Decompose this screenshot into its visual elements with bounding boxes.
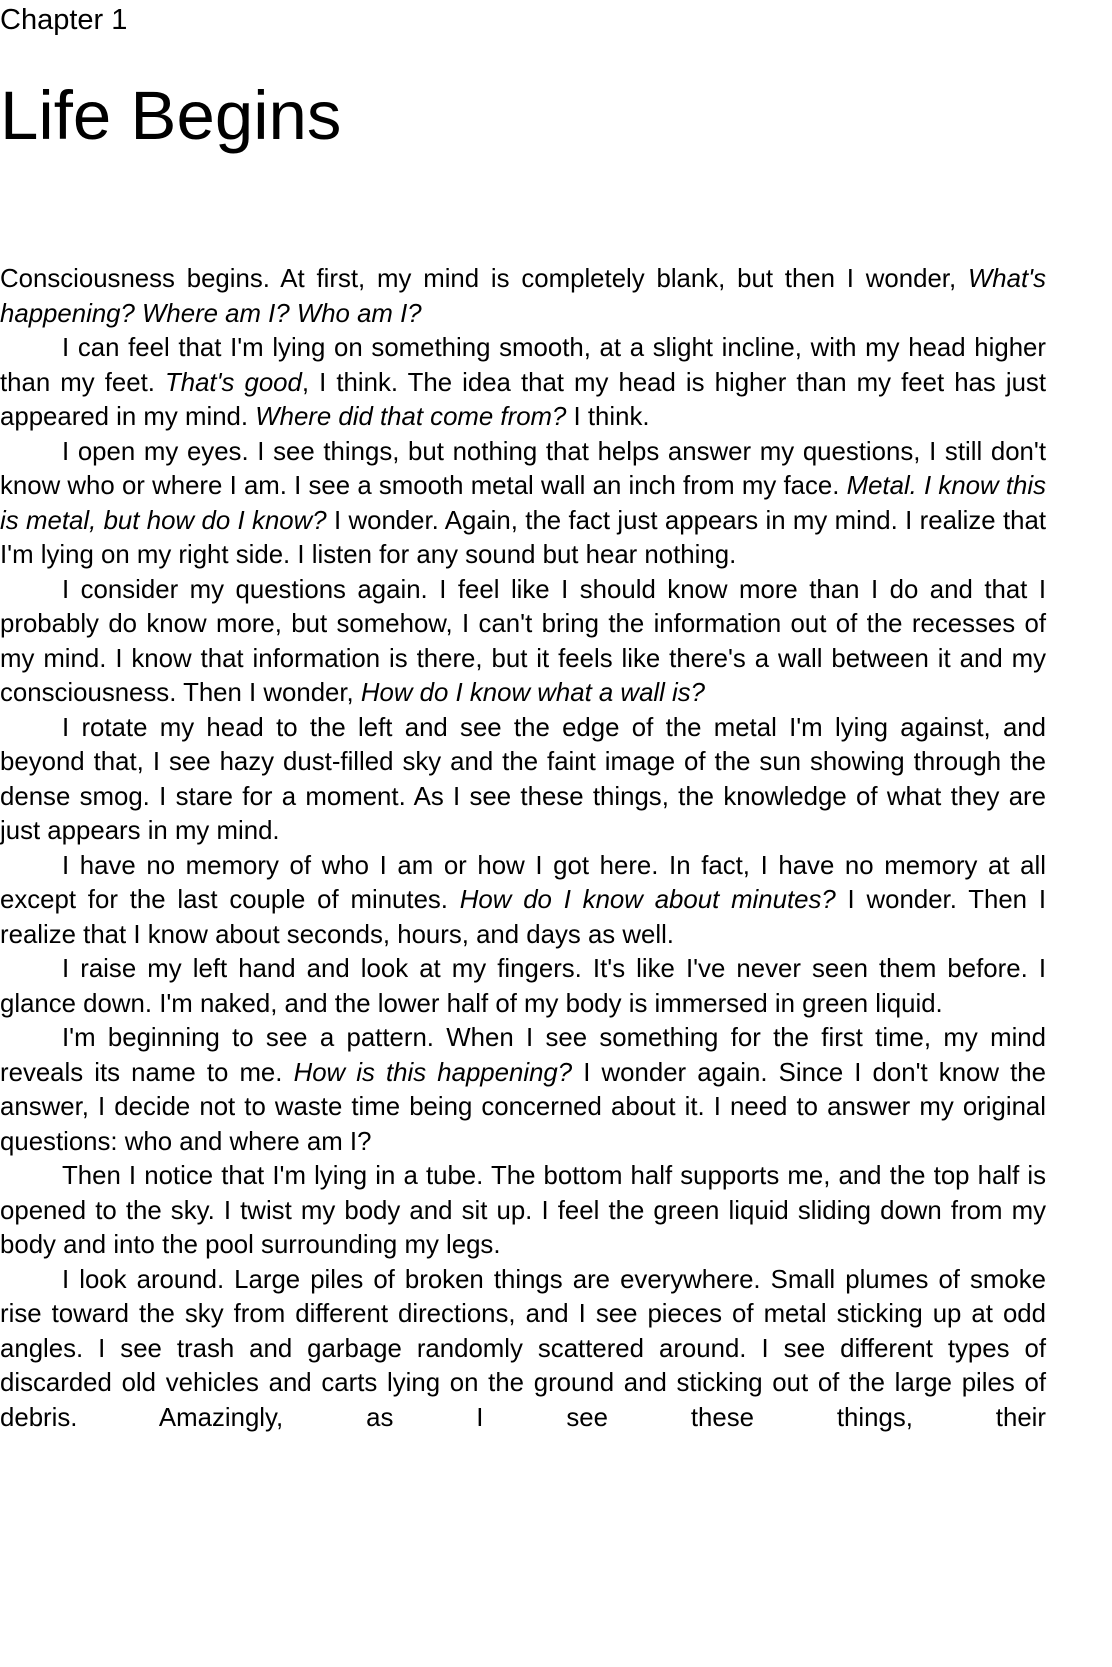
paragraph-6 [0,849,1046,953]
paragraph-7 [0,952,1046,1021]
chapter-label: Chapter 1 [0,4,128,36]
text-segment: I look around. Large piles of broken things are everywhere. Small plumes of smoke rise toward the sky from different directions, and I see pieces of metal sticking up at odd angles. I see trash and garbage randomly scattered around. I see different types of discarded old vehicles and carts lying on the ground and sticking out of the large piles of debris. Amazingly, as I see these things, their [0,1265,1046,1432]
text-segment: , I think. The idea that my head is higher than my feet has just appeared in my mind. [0,368,1047,431]
paragraph-5 [0,711,1046,849]
text-segment: I have no memory of who I am or how I got here. In fact, I have no memory at all except for the last couple of minutes. [0,851,1046,914]
text-segment: I raise my left hand and look at my fingers. It's like I've never seen them before. I glance down. I'm naked, and the lower half of my body is immersed in green liquid. [0,955,1046,1018]
italic-text-segment: How do I know what a wall is? [360,679,706,707]
text-segment: I consider my questions again. I feel like I should know more than I do and that I probably do know more, but somehow, I can't bring the information out of the recesses of my mind. I know that information is there, but it feels like there's a wall between it and my consciousness. Then I wonder, [0,575,1046,707]
text-segment: I think. [566,403,650,431]
text-segment: I wonder again. Since I don't know the answer, I decide not to waste time being concerned about it. I need to answer my original questions: who and where am I? [0,1058,1046,1156]
italic-text-segment: Where did that come from? [255,403,567,431]
italic-text-segment: Metal. I know this is metal, but how do I know? [0,472,1046,535]
text-segment: I wonder. Then I realize that I know about seconds, hours, and days as well. [0,886,1046,949]
paragraph-3 [0,435,1046,573]
text-segment: I open my eyes. I see things, but nothing that helps answer my questions, I still don't know who or where I am. I see a smooth metal wall an inch from my face. [0,437,1046,500]
paragraph-9 [0,1159,1046,1263]
paragraph-8 [0,1021,1046,1159]
paragraph-1 [0,262,1046,331]
italic-text-segment: What's happening? Where am I? Who am I? [0,265,1046,328]
chapter-body [0,262,1046,1435]
italic-text-segment: How is this happening? [293,1058,573,1087]
text-segment: Consciousness begins. At first, my mind is completely blank, but then I wonder, [0,265,968,293]
text-segment: I rotate my head to the left and see the edge of the metal I'm lying against, and beyond that, I see hazy dust-filled sky and the faint image of the sun showing through the dense smog. I stare for a moment. As I see these things, the knowledge of what they are just appears in my mind. [0,713,1046,845]
italic-text-segment: That's good [164,368,302,397]
paragraph-2 [0,331,1046,435]
chapter-title: Life Begins [0,77,342,154]
paragraph-4 [0,573,1046,711]
text-segment: Then I notice that I'm lying in a tube. The bottom half supports me, and the top half is opened to the sky. I twist my body and sit up. I feel the green liquid sliding down from my body and into the pool surrounding my legs. [0,1162,1046,1259]
italic-text-segment: How do I know about minutes? [459,886,836,914]
text-segment: I wonder. Again, the fact just appears in my mind. I realize that I'm lying on my right side. I listen for any sound but hear nothing. [0,506,1047,569]
text-segment: I can feel that I'm lying on something smooth, at a slight incline, with my head higher than my feet. [0,334,1046,397]
paragraph-10 [0,1263,1046,1436]
text-segment: I'm beginning to see a pattern. When I see something for the first time, my mind reveals its name to me. [0,1024,1046,1087]
